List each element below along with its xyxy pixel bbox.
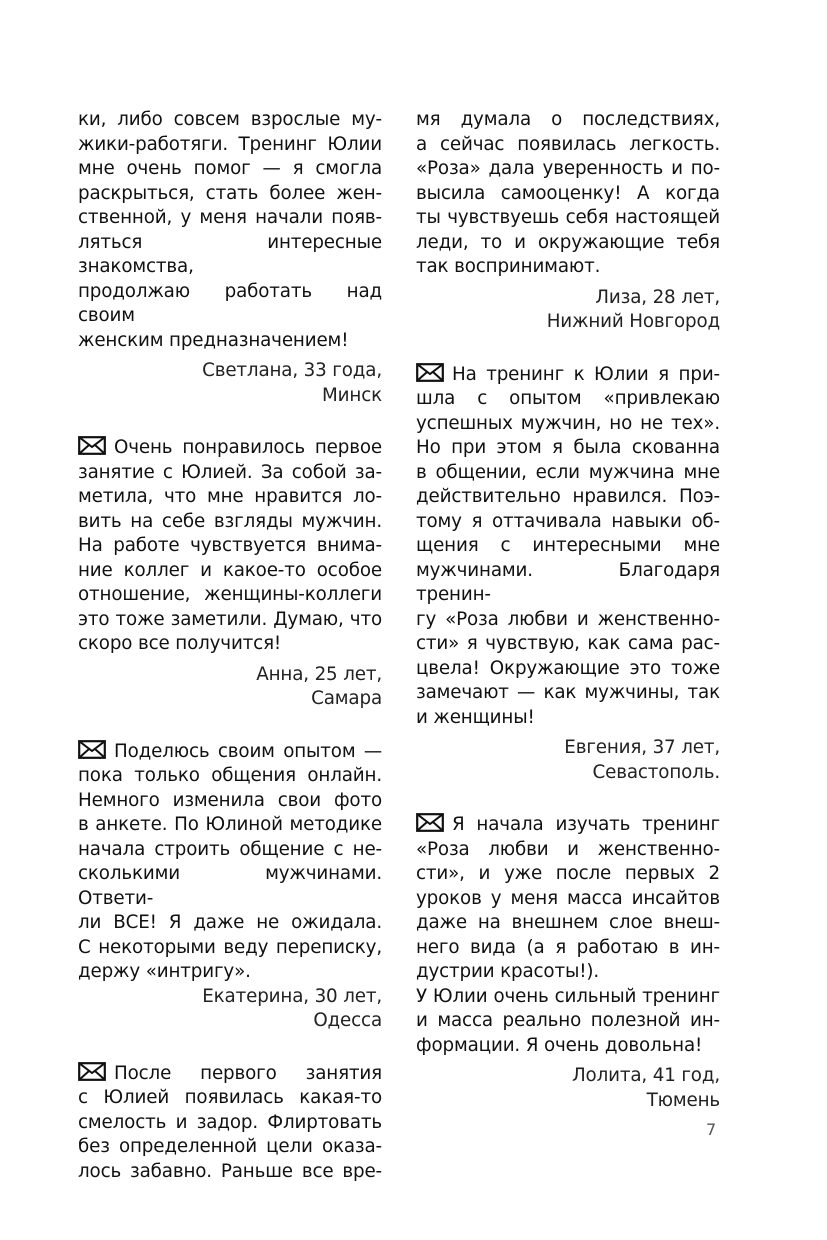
author-name: Анна, 25 лет, <box>256 663 382 685</box>
review-line: С некоторыми веду переписку, <box>78 936 382 958</box>
review-line: держу «интригу». <box>78 961 251 982</box>
author-city: Нижний Новгород <box>546 311 720 332</box>
envelope-icon <box>416 813 444 832</box>
review-line: женским предназначением! <box>78 329 349 351</box>
review-line: Я начала изучать тренинг <box>452 814 720 835</box>
review-line: Очень понравилось первое <box>114 437 382 458</box>
review-line: смелость и задор. Флиртовать <box>78 1111 382 1133</box>
author-city: Самара <box>311 688 382 709</box>
review-line: шла с опытом «привлекаю <box>416 388 720 409</box>
review-line: продолжаю работать над своим <box>78 280 382 326</box>
review-line: У Юлии очень сильный тренинг <box>416 985 720 1007</box>
page-number: 7 <box>706 1120 717 1139</box>
review-line: него вида (а я работаю в ин- <box>416 936 720 958</box>
review-line: отношение, женщины-коллеги <box>78 584 382 605</box>
review-line: мужчинами. Благодаря тренин- <box>416 559 720 605</box>
review-line: уроков у меня масса инсайтов <box>416 887 720 909</box>
review-line: ки, либо совсем взрослые му- <box>78 109 382 130</box>
review-line: успешных мужчин, но не тех». <box>416 412 720 434</box>
left-column <box>78 108 382 1184</box>
author-city: Одесса <box>313 1010 382 1031</box>
review-line: Немного изменила свои фото <box>78 789 382 811</box>
review-line: сколькими мужчинами. Ответи- <box>78 863 382 909</box>
review-line: На тренинг к Юлии я при- <box>452 363 720 385</box>
review-1-continued <box>78 108 382 408</box>
author-city: Тюмень <box>646 1089 720 1111</box>
review-line: это тоже заметили. Думаю, что <box>78 608 382 630</box>
review-line: с Юлией появилась какая-то <box>78 1087 382 1108</box>
author-city: Севастополь. <box>592 761 720 783</box>
review-line: мне очень помог — я смогла <box>78 158 382 179</box>
review-line: и женщины! <box>416 706 535 728</box>
review-line: высила самооценку! А когда <box>416 182 720 204</box>
envelope-icon <box>78 1062 106 1081</box>
review-line: даже на внешнем слое внеш- <box>416 912 720 933</box>
author-name: Екатерина, 30 лет, <box>202 985 382 1007</box>
review-line: ние коллег и какое-то особое <box>78 559 382 581</box>
review-line: действительно нравился. Поэ- <box>416 486 720 507</box>
review-line: После первого занятия <box>114 1062 382 1084</box>
review-line: сти» я чувствую, как сама рас- <box>416 633 720 654</box>
review-line: жики-работяги. Тренинг Юлии <box>78 133 382 155</box>
review-line: ты чувствуешь себя настоящей <box>416 207 720 228</box>
review-6 <box>416 813 720 1113</box>
review-line: лось забавно. Раньше все вре- <box>78 1160 382 1182</box>
review-line: замечают — как мужчины, так <box>416 682 720 703</box>
review-2 <box>78 436 382 712</box>
review-line: ли ВСЕ! Я даже не ожидала. <box>78 912 382 933</box>
envelope-icon <box>78 436 106 455</box>
review-line: ляться интересные знакомства, <box>78 231 382 277</box>
review-line: раскрыться, стать более жен- <box>78 182 382 204</box>
review-5 <box>416 363 720 786</box>
review-line: занятие с Юлией. За собой за- <box>78 461 382 483</box>
author-name: Светлана, 33 года, <box>202 360 382 381</box>
review-line: гу «Роза любви и женственно- <box>416 608 720 630</box>
review-4 <box>78 1062 382 1185</box>
review-line: пока только общения онлайн. <box>78 765 382 786</box>
review-line: так воспринимают. <box>416 256 601 277</box>
envelope-icon <box>78 740 106 759</box>
review-4-continued <box>416 108 720 335</box>
review-line: формации. Я очень довольна! <box>416 1034 703 1056</box>
review-line: и масса реально полезной ин- <box>416 1010 720 1031</box>
review-line: мя думала о последствиях, <box>416 109 720 130</box>
author-name: Евгения, 37 лет, <box>564 737 720 758</box>
review-line: в анкете. По Юлиной методике <box>78 814 382 835</box>
review-3 <box>78 740 382 1034</box>
right-column <box>416 108 720 1113</box>
review-line: без определенной цели оказа- <box>78 1136 382 1157</box>
review-line: «Роза любви и женственно- <box>416 838 720 860</box>
review-line: сти», и уже после первых 2 <box>416 863 720 884</box>
review-line: начала строить общение с не- <box>78 838 382 860</box>
review-line: леди, то и окружающие тебя <box>416 231 720 253</box>
review-line: дустрии красоты!). <box>416 961 600 982</box>
review-line: цвела! Окружающие это тоже <box>416 657 720 679</box>
review-line: Но при этом я была скованна <box>416 437 720 458</box>
envelope-icon <box>416 363 444 382</box>
review-line: «Роза» дала уверенность и по- <box>416 158 720 179</box>
review-line: метила, что мне нравится ло- <box>78 486 382 507</box>
author-name: Лиза, 28 лет, <box>595 286 720 308</box>
author-name: Лолита, 41 год, <box>571 1065 720 1086</box>
review-line: скоро все получится! <box>78 633 282 654</box>
review-line: ственной, у меня начали появ- <box>78 207 382 228</box>
review-line: вить на себе взгляды мужчин. <box>78 510 382 532</box>
author-city: Минск <box>322 384 382 406</box>
review-line: в общении, если мужчина мне <box>416 461 720 483</box>
review-line: а сейчас появилась легкость. <box>416 133 720 155</box>
review-line: тому я оттачивала навыки об- <box>416 510 720 532</box>
review-line: На работе чувствуется внима- <box>78 535 382 556</box>
review-line: Поделюсь своим опытом — <box>114 740 382 762</box>
review-line: щения с интересными мне <box>416 535 720 556</box>
